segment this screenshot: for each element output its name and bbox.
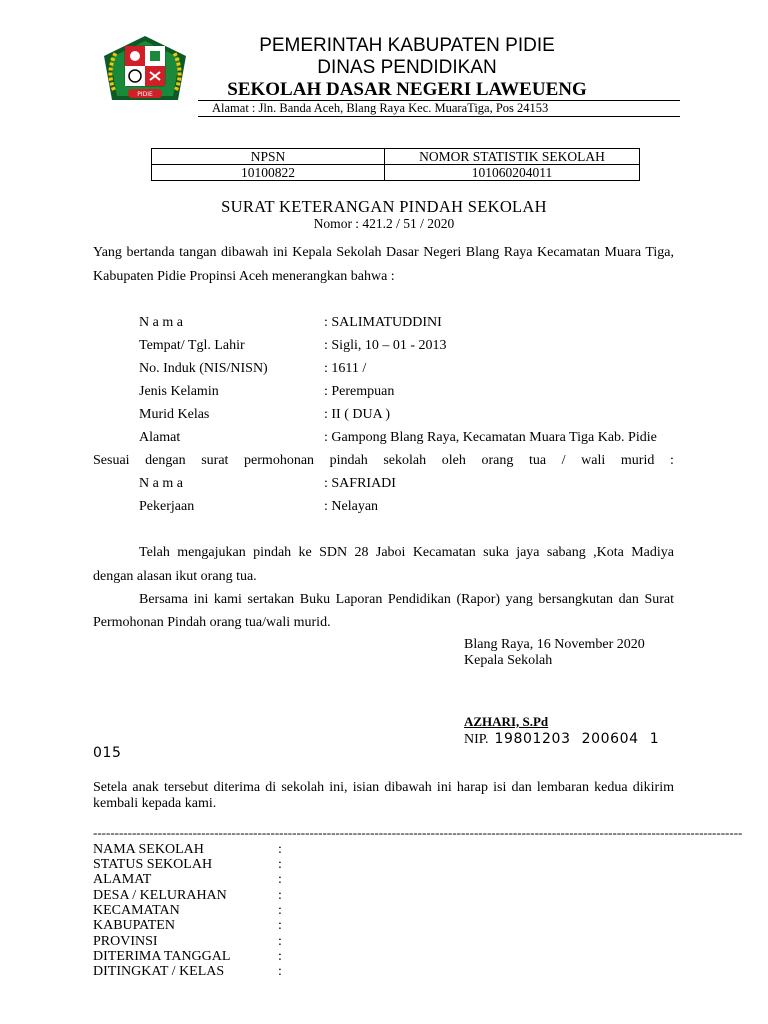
occupation-value: : Nelayan [324,499,379,514]
sesuai-word: dengan [145,453,186,468]
sesuai-word: wali [581,453,606,468]
sesuai-word: pindah [329,453,368,468]
birth-value: : Sigli, 10 – 01 - 2013 [324,338,447,353]
address-label: Alamat [139,430,181,445]
receiving-colon: : [278,857,282,872]
student-name-label: N a m a [139,315,183,330]
nip-label: NIP. [464,732,489,747]
student-name-value: : SALIMATUDDINI [324,315,442,330]
sesuai-word: tua [528,453,547,468]
nip-value: 19801203 200604 1 [494,731,660,747]
receiving-label-village: DESA / KELURAHAN [93,888,227,903]
intro-line-2: Kabupaten Pidie Propinsi Aceh menerangkan bahwa : [93,269,395,284]
header-government-line: PEMERINTAH KABUPATEN PIDIE [259,35,555,56]
gender-label: Jenis Kelamin [139,384,219,399]
receiving-label-regency: KABUPATEN [93,918,175,933]
sesuai-word: murid [620,453,655,468]
receiving-colon: : [278,934,282,949]
class-label: Murid Kelas [139,407,210,422]
sesuai-line [93,453,674,469]
sesuai-word: surat [201,453,229,468]
receiving-label-school-name: NAMA SEKOLAH [93,842,204,857]
receiving-colon: : [278,842,282,857]
letter-title: SURAT KETERANGAN PINDAH SEKOLAH [221,197,547,216]
logo-text: PIDIE [137,91,153,98]
parent-name-value: : SAFRIADI [324,476,396,491]
nip-line [464,731,674,748]
body-p2-line-2: Permohonan Pindah orang tua/wali murid. [93,615,331,630]
body-p1-line-2: dengan alasan ikut orang tua. [93,569,257,584]
header-divider-bottom [198,116,680,117]
cut-line: ------------------------------------------------------------------------------------------------------------------------------------------------------ [93,825,743,840]
receiving-colon: : [278,949,282,964]
intro-line-1: Yang bertanda tangan dibawah ini Kepala Sekolah Dasar Negeri Blang Raya Kecamatan Muara Tiga, [93,245,674,260]
receiving-label-grade: DITINGKAT / KELAS [93,964,225,979]
signature-place-date: Blang Raya, 16 November 2020 [464,637,645,652]
receiving-colon: : [278,888,282,903]
footer-note-line-2: kembali kepada kami. [93,796,217,811]
receiving-colon: : [278,872,282,887]
body-p2-line-1: Bersama ini kami sertakan Buku Laporan Pendidikan (Rapor) yang bersangkutan dan Surat [139,592,674,607]
body-p1-line-1: Telah mengajukan pindah ke SDN 28 Jaboi Kecamatan suka jaya sabang ,Kota Madiya [139,545,674,560]
nis-value: : 1611 / [324,361,367,376]
receiving-colon: : [278,903,282,918]
receiving-label-address: ALAMAT [93,872,152,887]
footer-note-line-1: Setela anak tersebut diterima di sekolah ini, isian dibawah ini harap isi dan lembaran kedua dikirim [93,780,674,795]
signature-name: AZHARI, S.Pd [464,714,549,729]
header-school-name: SEKOLAH DASAR NEGERI LAWEUENG [227,79,587,100]
parent-name-label: N a m a [139,476,183,491]
birth-label: Tempat/ Tgl. Lahir [139,338,245,353]
sesuai-word: Sesuai [93,453,130,468]
sesuai-word: orang [481,453,514,468]
receiving-label-province: PROVINSI [93,934,158,949]
class-value: : II ( DUA ) [324,407,391,422]
occupation-label: Pekerjaan [139,499,195,514]
sesuai-word: : [669,453,674,468]
table-header-row [152,149,640,165]
letter-number: Nomor : 421.2 / 51 / 2020 [313,216,455,231]
table-header-nss: NOMOR STATISTIK SEKOLAH [385,149,640,165]
receiving-label-district: KECAMATAN [93,903,180,918]
receiving-label-school-status: STATUS SEKOLAH [93,857,213,872]
nis-label: No. Induk (NIS/NISN) [139,361,268,376]
receiving-colon: : [278,964,282,979]
sesuai-word: / [561,453,566,468]
signature-position: Kepala Sekolah [464,653,553,668]
sesuai-word: sekolah [383,453,427,468]
kabupaten-pidie-logo-icon [100,34,190,106]
receiving-colon: : [278,918,282,933]
school-id-table [151,148,640,181]
nip-continuation: 015 [93,745,122,761]
header-address: Alamat : Jln. Banda Aceh, Blang Raya Kec. MuaraTiga, Pos 24153 [212,101,549,115]
table-cell-npsn: 10100822 [152,165,385,181]
table-cell-nss: 101060204011 [385,165,640,181]
table-header-npsn: NPSN [152,149,385,165]
address-value: : Gampong Blang Raya, Kecamatan Muara Tiga Kab. Pidie [324,430,657,445]
sesuai-word: permohonan [244,453,315,468]
sesuai-word: oleh [441,453,466,468]
gender-value: : Perempuan [324,384,395,399]
receiving-label-date-received: DITERIMA TANGGAL [93,949,231,964]
header-department-line: DINAS PENDIDIKAN [317,57,497,78]
table-row [152,165,640,181]
